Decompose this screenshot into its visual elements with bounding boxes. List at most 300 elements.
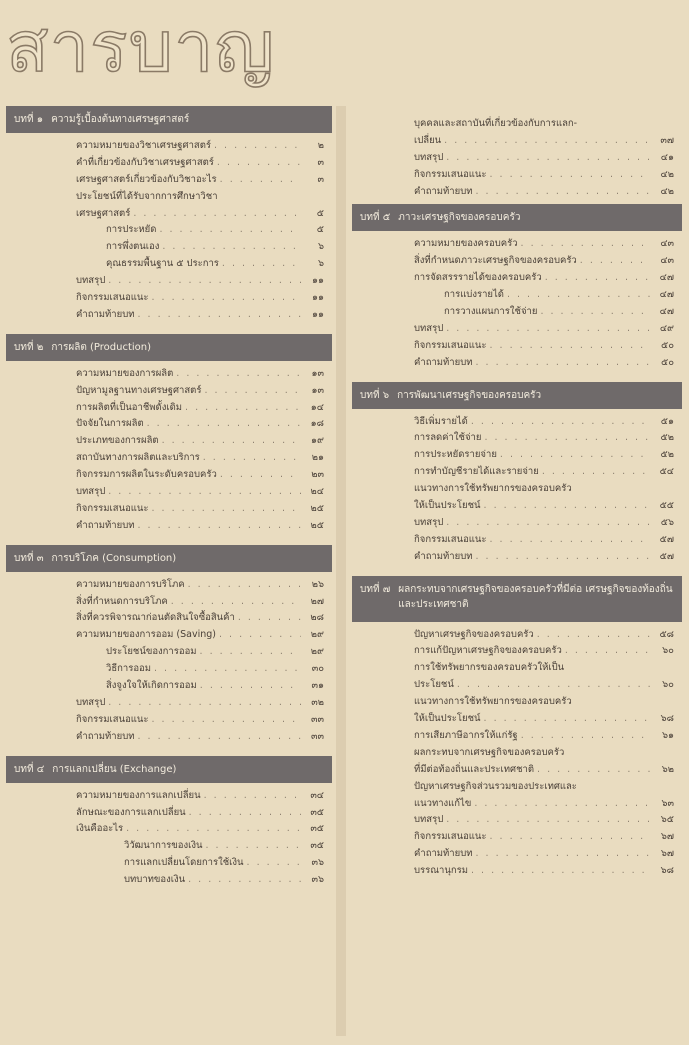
toc-entry — [6, 610, 332, 627]
toc-page-number: ๓๔ — [310, 789, 324, 801]
toc-page-number: ๓๗ — [660, 134, 674, 146]
toc-entry — [6, 594, 332, 611]
toc-page-number: ๕๐ — [661, 356, 674, 368]
toc-page-number: ๕๒ — [660, 449, 674, 461]
dot-leader — [220, 467, 301, 484]
dot-leader — [204, 788, 301, 805]
toc-entry — [6, 383, 332, 400]
dot-leader — [171, 594, 301, 611]
toc-entry — [352, 549, 682, 566]
toc-entry — [352, 321, 682, 338]
chapter-header — [6, 545, 332, 572]
chapter-number: บทที่ ๖ — [360, 389, 390, 401]
toc-entry-title: บุคคลและสถาบันที่เกี่ยวข้องกับการแลก- — [414, 118, 578, 129]
dot-leader — [500, 447, 651, 464]
chapter-section — [6, 106, 332, 328]
toc-entry-title: บทสรุป — [414, 814, 444, 826]
chapter-title: การผลิต (Production) — [51, 341, 152, 353]
toc-entry — [352, 515, 682, 532]
toc-page-number: ๖๗ — [660, 848, 674, 860]
toc-entry — [352, 643, 682, 660]
toc-page-number: ๕๖ — [660, 516, 674, 528]
dot-leader — [152, 501, 301, 518]
dot-leader — [446, 812, 651, 829]
toc-entry — [6, 661, 332, 678]
toc-entry-title: สิ่งที่ควรพิจารณาก่อนตัดสินใจซื้อสินค้า — [76, 612, 235, 624]
dot-leader — [471, 863, 651, 880]
toc-entry-title: การใช้ทรัพยากรของครอบครัวให้เป็น — [414, 662, 565, 674]
dot-leader — [446, 150, 651, 167]
toc-entry-title: บทสรุป — [414, 151, 444, 163]
toc-entry-title: ประโยชน์ที่ได้รับจากการศึกษาวิชา — [76, 190, 218, 202]
dot-leader — [484, 498, 651, 515]
toc-page-number: ๑๘ — [310, 418, 324, 430]
toc-entry-title: การประหยัด — [106, 224, 157, 236]
toc-entry-title: ให้เป็นประโยชน์ — [414, 713, 481, 725]
toc-entry-title: วิธีการออม — [106, 663, 151, 675]
toc-page-number: ๔๗ — [659, 272, 674, 284]
toc-entry-title: ความหมายของครอบครัว — [414, 238, 518, 250]
toc-page-number: ๖ — [317, 258, 324, 270]
dot-leader — [238, 610, 301, 627]
dot-leader — [471, 414, 651, 431]
toc-entry-title: กิจกรรมเสนอแนะ — [76, 502, 149, 514]
dot-leader — [540, 304, 651, 321]
toc-entry — [6, 273, 332, 290]
dot-leader — [133, 206, 301, 223]
toc-entry — [6, 821, 332, 838]
toc-entry-title: กิจกรรมเสนอแนะ — [76, 292, 149, 304]
toc-entry-title: คุณธรรมพื้นฐาน ๕ ประการ — [106, 258, 219, 270]
toc-page-number: ๓๕ — [310, 840, 324, 852]
toc-page-number: ๖๗ — [660, 831, 674, 843]
toc-page-number: ๑๔ — [310, 401, 324, 413]
toc-entry-title: คำถามท้ายบท — [76, 730, 135, 742]
toc-entry — [352, 414, 682, 431]
toc-page-number: ๔๓ — [660, 255, 674, 267]
dot-leader — [108, 273, 301, 290]
toc-entry-title: เปลี่ยน — [414, 134, 442, 146]
toc-entry — [352, 430, 682, 447]
toc-page-number: ๖๕ — [660, 814, 674, 826]
toc-entry — [352, 829, 682, 846]
toc-entry — [352, 762, 682, 779]
toc-entry — [6, 256, 332, 273]
toc-entry-title: คำถามท้ายบท — [414, 848, 473, 860]
toc-page-number: ๔๒ — [660, 185, 674, 197]
toc-entry-title: เศรษฐศาสตร์เกี่ยวข้องกับวิชาอะไร — [76, 173, 217, 185]
toc-page-number: ๖ — [317, 241, 324, 253]
dot-leader — [185, 400, 301, 417]
toc-page-number: ๓๖ — [311, 874, 324, 886]
dot-leader — [537, 762, 651, 779]
toc-entry — [352, 338, 682, 355]
toc-page-number: ๕๔ — [659, 466, 674, 478]
dot-leader — [188, 577, 301, 594]
toc-entry — [6, 172, 332, 189]
toc-page-number: ๓๐ — [311, 663, 324, 675]
dot-leader — [247, 855, 301, 872]
toc-entry-title: ปัญหาเศรษฐกิจของครอบครัว — [414, 628, 534, 640]
dot-leader — [214, 138, 301, 155]
toc-page-number: ๒๗ — [310, 595, 324, 607]
toc-entry-title: กิจกรรมเสนอแนะ — [414, 533, 487, 545]
toc-entry — [352, 498, 682, 515]
toc-entry — [6, 138, 332, 155]
dot-leader — [565, 643, 651, 660]
dot-leader — [490, 167, 651, 184]
dot-leader — [217, 155, 301, 172]
toc-page-number: ๕๘ — [659, 628, 674, 640]
toc-page-number: ๔๗ — [659, 289, 674, 301]
chapter-entries — [352, 622, 682, 884]
toc-entry — [6, 501, 332, 518]
toc-entry-title: การแลกเปลี่ยนโดยการใช้เงิน — [124, 857, 244, 869]
toc-entry-title: ให้เป็นประโยชน์ — [414, 500, 481, 512]
chapter-entries — [352, 409, 682, 570]
toc-page-number: ๑๑ — [311, 292, 324, 304]
dot-leader — [220, 172, 301, 189]
toc-right-column — [352, 106, 682, 890]
toc-entry — [352, 694, 682, 711]
toc-entry-title: แนวทางแก้ไข — [414, 797, 472, 809]
toc-entry-title: คำที่เกี่ยวข้องกับวิชาเศรษฐศาสตร์ — [76, 156, 214, 168]
toc-entry-title: ความหมายของการผลิต — [76, 367, 174, 379]
toc-page-number: ๓๓ — [311, 730, 324, 742]
toc-entry — [352, 304, 682, 321]
toc-page-number: ๑๓ — [311, 367, 324, 379]
dot-leader — [476, 846, 652, 863]
toc-entry-title: คำถามท้ายบท — [76, 308, 135, 320]
toc-entry-title: กิจกรรมเสนอแนะ — [414, 168, 487, 180]
toc-page-number: ๔๒ — [660, 168, 674, 180]
chapter-header — [6, 756, 332, 783]
toc-entry — [352, 253, 682, 270]
toc-entry — [6, 366, 332, 383]
toc-entry — [352, 167, 682, 184]
toc-entry-title: ปัญหามูลฐานทางเศรษฐศาสตร์ — [76, 384, 202, 396]
toc-entry — [352, 532, 682, 549]
toc-entry-title: เศรษฐศาสตร์ — [76, 207, 131, 219]
chapter-header — [352, 204, 682, 231]
toc-page-number: ๒๙ — [310, 646, 324, 658]
dot-leader — [200, 644, 301, 661]
toc-entry — [6, 838, 332, 855]
toc-page-number: ๔๓ — [660, 238, 674, 250]
dot-leader — [484, 711, 651, 728]
toc-entry-title: คำถามท้ายบท — [414, 356, 473, 368]
toc-page-number: ๔๗ — [659, 306, 674, 318]
dot-leader — [222, 256, 301, 273]
dot-leader — [154, 661, 301, 678]
toc-entry — [6, 484, 332, 501]
chapter-title: การแลกเปลี่ยน (Exchange) — [52, 763, 177, 775]
dot-leader — [476, 355, 652, 372]
toc-entry — [352, 728, 682, 745]
dot-leader — [162, 433, 301, 450]
dot-leader — [474, 796, 651, 813]
toc-page-number: ๒๙ — [310, 629, 324, 641]
dot-leader — [521, 236, 651, 253]
toc-entry-title: กิจกรรมการผลิตในระดับครอบครัว — [76, 469, 217, 481]
toc-entry — [352, 355, 682, 372]
dot-leader — [206, 838, 302, 855]
toc-entry-title: การทำบัญชีรายได้และรายจ่าย — [414, 466, 539, 478]
chapter-title: ผลกระทบจากเศรษฐกิจของครอบครัวที่มีต่อ เศรษฐกิจของท้องถิ่นและประเทศชาติ — [398, 583, 673, 610]
toc-entry — [352, 846, 682, 863]
toc-entry-title: บทบาทของเงิน — [124, 874, 186, 886]
toc-page-number: ๒๑ — [311, 452, 324, 464]
dot-leader — [542, 464, 651, 481]
toc-entry-title: การแก้ปัญหาเศรษฐกิจของครอบครัว — [414, 645, 562, 657]
toc-page-number: ๕ — [316, 207, 324, 219]
toc-page-number: ๖๐ — [662, 679, 674, 691]
dot-leader — [152, 290, 301, 307]
chapter-section — [352, 576, 682, 884]
dot-leader — [147, 416, 301, 433]
toc-page-number: ๓๕ — [310, 823, 324, 835]
toc-entry — [352, 711, 682, 728]
toc-page-number: ๑๑ — [311, 275, 324, 287]
toc-entry — [6, 222, 332, 239]
chapter-number: บทที่ ๗ — [360, 583, 391, 595]
toc-entry — [6, 239, 332, 256]
toc-entry — [6, 678, 332, 695]
toc-entry — [6, 155, 332, 172]
toc-page-number: ๓๓ — [311, 713, 324, 725]
toc-page-number: ๒๓ — [311, 469, 324, 481]
dot-leader — [162, 239, 301, 256]
toc-entry-title: บทสรุป — [414, 516, 444, 528]
dot-leader — [476, 184, 652, 201]
toc-page-number: ๕ — [316, 224, 324, 236]
toc-entry — [352, 660, 682, 677]
toc-entry-title: ที่มีต่อท้องถิ่นและประเทศชาติ — [414, 763, 535, 775]
chapter-section — [352, 204, 682, 375]
toc-page-number: ๔๑ — [660, 151, 674, 163]
dot-leader — [537, 627, 651, 644]
dot-leader — [219, 627, 301, 644]
dot-leader — [545, 270, 651, 287]
toc-entry-title: การผลิตที่เป็นอาชีพดั้งเดิม — [76, 401, 183, 413]
chapter-number: บทที่ ๓ — [14, 552, 44, 564]
toc-entry-title: ประเภทของการผลิต — [76, 435, 159, 447]
toc-page-number: ๑๑ — [311, 308, 324, 320]
toc-entry-title: ปัจจัยในการผลิต — [76, 418, 144, 430]
dot-leader — [490, 532, 651, 549]
toc-entry — [352, 270, 682, 287]
toc-entry — [6, 416, 332, 433]
toc-entry — [352, 150, 682, 167]
toc-entry — [352, 116, 682, 133]
chapter-header — [352, 382, 682, 409]
chapter-number: บทที่ ๒ — [14, 341, 44, 353]
toc-entry-title: บทสรุป — [414, 322, 444, 334]
toc-page-number: ๒๘ — [310, 612, 324, 624]
toc-entry — [352, 863, 682, 880]
toc-left-column — [6, 106, 332, 899]
chapter-number: บทที่ ๑ — [14, 114, 44, 125]
toc-page-number: ๕๗ — [659, 533, 674, 545]
toc-page-number: ๕๕ — [659, 500, 674, 512]
chapter-header — [352, 576, 682, 622]
dot-leader — [200, 678, 301, 695]
continued-entries — [352, 106, 682, 204]
chapter-section — [6, 756, 332, 893]
toc-page-number: ๕๗ — [659, 550, 674, 562]
toc-entry-title: คำถามท้ายบท — [76, 519, 135, 531]
dot-leader — [138, 729, 302, 746]
dot-leader — [446, 515, 651, 532]
toc-entry — [6, 712, 332, 729]
toc-page-number: ๖๑ — [661, 729, 674, 741]
toc-page-number: ๕๐ — [661, 339, 674, 351]
toc-entry — [6, 400, 332, 417]
toc-entry — [352, 627, 682, 644]
toc-entry-title: คำถามท้ายบท — [414, 550, 473, 562]
toc-page-number: ๑๙ — [311, 435, 324, 447]
dot-leader — [444, 133, 651, 150]
toc-entry — [352, 481, 682, 498]
toc-entry-title: สถาบันทางการผลิตและบริการ — [76, 452, 200, 464]
dot-leader — [446, 321, 651, 338]
dot-leader — [108, 695, 301, 712]
toc-entry — [352, 796, 682, 813]
toc-entry-title: กิจกรรมเสนอแนะ — [76, 713, 149, 725]
toc-page-number: ๕๒ — [660, 432, 674, 444]
chapter-entries — [6, 783, 332, 893]
toc-entry-title: ประโยชน์ — [414, 679, 454, 691]
toc-entry-title: การวางแผนการใช้จ่าย — [444, 306, 538, 318]
toc-entry — [6, 627, 332, 644]
toc-entry — [6, 855, 332, 872]
toc-page-number: ๓ — [317, 173, 324, 185]
toc-entry-title: สิ่งที่กำหนดการบริโภค — [76, 595, 168, 607]
toc-page-number: ๓๕ — [310, 806, 324, 818]
toc-page-number: ๒ — [317, 140, 324, 151]
toc-entry-title: กิจกรรมเสนอแนะ — [414, 339, 487, 351]
chapter-title: การพัฒนาเศรษฐกิจของครอบครัว — [397, 389, 542, 401]
toc-page-number: ๒๕ — [310, 502, 324, 514]
toc-entry — [6, 788, 332, 805]
dot-leader — [152, 712, 301, 729]
chapter-header — [6, 106, 332, 133]
dot-leader — [490, 829, 651, 846]
toc-entry — [352, 287, 682, 304]
dot-leader — [138, 307, 302, 324]
dot-leader — [476, 549, 652, 566]
toc-page-number: ๕๑ — [660, 415, 674, 427]
dot-leader — [126, 821, 301, 838]
toc-entry — [6, 290, 332, 307]
chapter-title: ความรู้เบื้องต้นทางเศรษฐศาสตร์ — [51, 114, 190, 125]
toc-entry — [6, 189, 332, 206]
toc-page-number: ๒๕ — [310, 519, 324, 531]
toc-entry — [6, 450, 332, 467]
toc-entry-title: แนวทางการใช้ทรัพยากรของครอบครัว — [414, 483, 572, 495]
toc-entry-title: บรรณานุกรม — [414, 865, 468, 877]
toc-entry-title: แนวทางการใช้ทรัพยากรของครอบครัว — [414, 696, 572, 708]
dot-leader — [108, 484, 301, 501]
chapter-number: บทที่ ๕ — [360, 212, 391, 224]
toc-entry — [6, 729, 332, 746]
dot-leader — [457, 677, 651, 694]
toc-entry — [352, 745, 682, 762]
toc-entry-title: บทสรุป — [76, 696, 106, 708]
toc-entry — [352, 464, 682, 481]
chapter-entries — [6, 361, 332, 539]
toc-entry — [6, 872, 332, 889]
dot-leader — [188, 872, 301, 889]
toc-entry-title: กิจกรรมเสนอแนะ — [414, 831, 487, 843]
toc-page-number: ๖๓ — [661, 797, 674, 809]
toc-page-number: ๓๒ — [311, 696, 324, 708]
toc-entry — [352, 677, 682, 694]
dot-leader — [507, 287, 651, 304]
toc-entry-title: สิ่งที่กำหนดภาวะเศรษฐกิจของครอบครัว — [414, 255, 577, 267]
chapter-header — [6, 334, 332, 361]
toc-page-number: ๔๙ — [659, 322, 674, 334]
toc-entry — [352, 812, 682, 829]
toc-entry-title: ผลกระทบจากเศรษฐกิจของครอบครัว — [414, 746, 565, 758]
toc-entry-title: บทสรุป — [76, 275, 106, 287]
dot-leader — [490, 338, 651, 355]
chapter-title: ภาวะเศรษฐกิจของครอบครัว — [398, 212, 521, 224]
chapter-entries — [6, 133, 332, 328]
toc-entry — [6, 518, 332, 535]
toc-entry — [352, 447, 682, 464]
chapter-section — [6, 545, 332, 750]
toc-entry-title: ลักษณะของการแลกเปลี่ยน — [76, 806, 186, 818]
toc-entry — [352, 133, 682, 150]
toc-page-number: ๑๓ — [311, 384, 324, 396]
toc-page-number: ๓๑ — [311, 680, 324, 692]
toc-page-number: ๓ — [317, 156, 324, 168]
toc-entry-title: ปัญหาเศรษฐกิจส่วนรวมของประเทศและ — [414, 780, 577, 792]
dot-leader — [203, 450, 301, 467]
dot-leader — [189, 805, 301, 822]
chapter-title: การบริโภค (Consumption) — [51, 552, 177, 564]
toc-entry-title: ความหมายของการบริโภค — [76, 578, 185, 590]
toc-entry-title: ประโยชน์ของการออม — [106, 646, 197, 658]
toc-page-number: ๖๐ — [662, 645, 674, 657]
chapter-section — [6, 334, 332, 539]
toc-entry — [6, 206, 332, 223]
chapter-section — [352, 382, 682, 570]
toc-entry-title: การพึ่งตนเอง — [106, 241, 160, 253]
toc-entry-title: ความหมายของการแลกเปลี่ยน — [76, 789, 201, 801]
toc-entry — [6, 695, 332, 712]
toc-entry — [352, 184, 682, 201]
dot-leader — [138, 518, 302, 535]
page-title: สารบาญ — [6, 6, 276, 88]
toc-entry-title: การแบ่งรายได้ — [444, 289, 504, 301]
toc-entry — [6, 577, 332, 594]
toc-entry-title: การจัดสรรรายได้ของครอบครัว — [414, 272, 542, 284]
toc-entry-title: คำถามท้ายบท — [414, 185, 473, 197]
chapter-number: บทที่ ๔ — [14, 763, 45, 775]
toc-page-number: ๓๖ — [311, 857, 324, 869]
toc-entry — [6, 467, 332, 484]
chapter-entries — [6, 572, 332, 750]
toc-page-number: ๒๔ — [310, 486, 324, 498]
toc-entry — [6, 805, 332, 822]
toc-page-number: ๒๖ — [311, 578, 324, 590]
toc-entry — [352, 236, 682, 253]
toc-page-number: ๖๒ — [661, 763, 674, 775]
dot-leader — [484, 430, 651, 447]
toc-entry — [6, 307, 332, 324]
